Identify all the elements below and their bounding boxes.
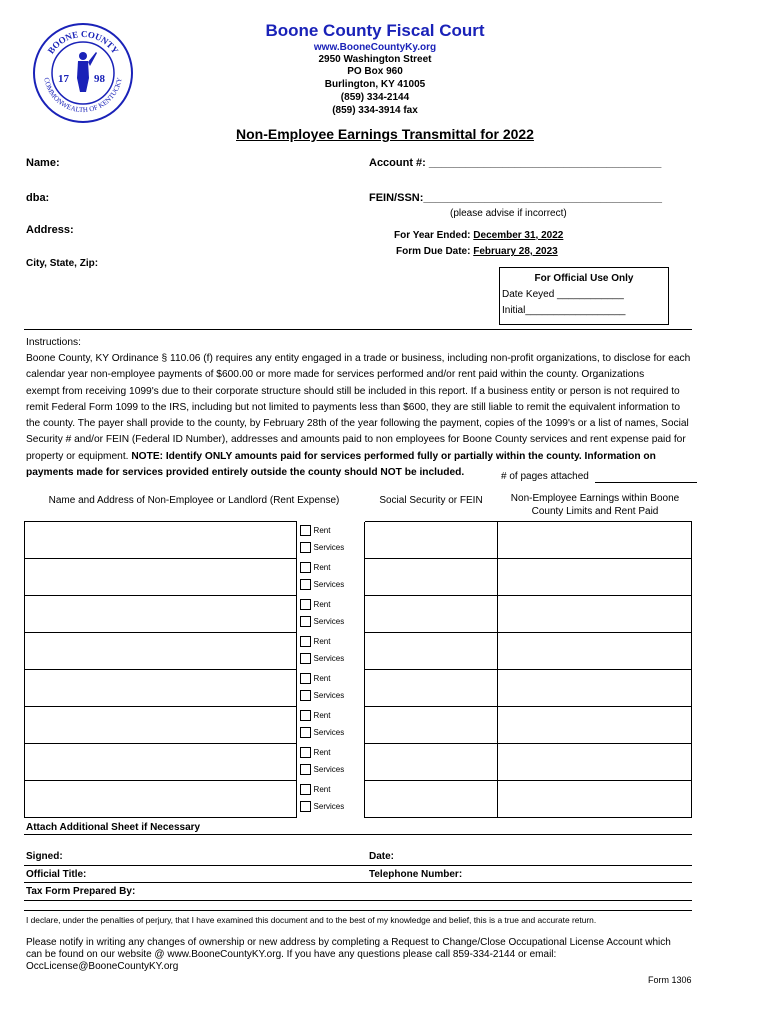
rent-checkbox[interactable] (300, 784, 311, 795)
services-checkbox[interactable] (300, 690, 311, 701)
po-box: PO Box 960 (347, 66, 403, 77)
ssn-fein-cell[interactable] (364, 744, 498, 781)
rent-checkbox-row[interactable] (297, 781, 364, 798)
services-label: Services (313, 728, 345, 737)
street-address: 2950 Washington Street (318, 54, 432, 65)
services-checkbox-row[interactable] (297, 687, 364, 704)
rent-checkbox-row[interactable] (297, 633, 364, 650)
services-checkbox-row[interactable] (297, 724, 364, 741)
rent-checkbox[interactable] (300, 599, 311, 610)
services-label: Services (313, 580, 345, 589)
svg-text:COMMONWEALTH OF KENTUCKY: COMMONWEALTH OF KENTUCKY (42, 76, 124, 115)
instruction-line (26, 449, 691, 465)
name-address-cell[interactable] (25, 596, 297, 633)
table-row (25, 633, 692, 670)
telephone-label: Telephone Number: (369, 869, 463, 880)
fein-field[interactable]: FEIN/SSN:_______________________________________ (369, 192, 662, 204)
services-checkbox-row[interactable] (297, 761, 364, 778)
type-cell (296, 633, 364, 670)
rent-label: Rent (313, 600, 331, 609)
notify-email[interactable]: OccLicense@BooneCountyKY.org (26, 961, 179, 972)
services-checkbox[interactable] (300, 764, 311, 775)
rent-label: Rent (313, 748, 331, 757)
rent-label: Rent (313, 674, 331, 683)
table-row (25, 781, 692, 818)
notify-line: can be found on our website @ www.BooneCountyKY.org. If you have any questions please call 859-334-2144 or email: (26, 949, 557, 960)
rent-checkbox-row[interactable] (297, 707, 364, 724)
name-address-cell[interactable] (25, 670, 297, 707)
ssn-fein-cell[interactable] (364, 707, 498, 744)
divider (24, 910, 692, 911)
earnings-table (24, 521, 692, 818)
initial-field: Initial__________________ (502, 305, 626, 316)
services-checkbox[interactable] (300, 616, 311, 627)
earnings-cell[interactable] (498, 707, 692, 744)
ssn-fein-cell[interactable] (364, 522, 498, 559)
rent-checkbox[interactable] (300, 525, 311, 536)
table-row (25, 522, 692, 559)
pages-attached-field[interactable] (595, 482, 697, 483)
org-website[interactable]: www.BooneCountyKy.org (313, 42, 437, 53)
rent-label: Rent (313, 526, 331, 535)
instruction-text: property or equipment. (26, 450, 132, 462)
form-number: Form 1306 (648, 975, 692, 985)
rent-checkbox[interactable] (300, 673, 311, 684)
table-row (25, 707, 692, 744)
services-label: Services (313, 617, 345, 626)
org-name: Boone County Fiscal Court (265, 21, 485, 40)
name-address-cell[interactable] (25, 633, 297, 670)
ssn-fein-cell[interactable] (364, 633, 498, 670)
city-state-zip-label: City, State, Zip: (26, 258, 99, 269)
rent-checkbox-row[interactable] (297, 596, 364, 613)
table-row (25, 670, 692, 707)
dba-label: dba: (26, 192, 50, 204)
services-checkbox[interactable] (300, 801, 311, 812)
instruction-line: exempt from receiving 1099's due to their corporate structure should still be included in this report. If a business entity or person is not required to (26, 385, 680, 397)
services-label: Services (313, 691, 345, 700)
type-cell (296, 781, 364, 818)
notify-block (26, 937, 706, 973)
type-cell (296, 707, 364, 744)
services-label: Services (313, 543, 345, 552)
form-title: Non-Employee Earnings Transmittal for 2022 (236, 126, 534, 142)
services-checkbox-row[interactable] (297, 576, 364, 593)
divider (24, 834, 692, 835)
due-date-line (396, 246, 558, 257)
services-checkbox[interactable] (300, 653, 311, 664)
signed-label: Signed: (26, 851, 63, 862)
type-cell (296, 596, 364, 633)
col-header-name: Name and Address of Non-Employee or Landlord (Rent Expense) (48, 495, 340, 506)
rent-checkbox[interactable] (300, 710, 311, 721)
pages-attached-label: # of pages attached (501, 471, 589, 482)
earnings-cell[interactable] (498, 522, 692, 559)
name-address-cell[interactable] (25, 781, 297, 818)
services-checkbox-row[interactable] (297, 650, 364, 667)
ssn-fein-cell[interactable] (364, 559, 498, 596)
table-row (25, 744, 692, 781)
name-address-cell[interactable] (25, 559, 297, 596)
address-label: Address: (26, 224, 74, 236)
instructions-body (26, 351, 691, 481)
official-use-box (499, 267, 669, 325)
rent-checkbox-row[interactable] (297, 522, 364, 539)
divider (24, 882, 692, 883)
svg-text:98: 98 (94, 73, 105, 85)
city-address: Burlington, KY 41005 (324, 79, 426, 90)
instruction-note: NOTE: Identify ONLY amounts paid for services performed fully or partially within the county. Information on (131, 450, 656, 462)
name-address-cell[interactable] (25, 744, 297, 781)
table-row (25, 559, 692, 596)
instruction-line: Security # and/or FEIN (Federal ID Number), addresses and amounts paid to non employees for Boone County services and rent expense paid for (26, 434, 686, 446)
declaration: I declare, under the penalties of perjury, that I have examined this document and to the best of my knowledge and belief, this is a true and accurate return. (26, 915, 597, 925)
earnings-cell[interactable] (498, 781, 692, 818)
services-label: Services (313, 654, 345, 663)
earnings-cell[interactable] (498, 596, 692, 633)
instruction-line: Boone County, KY Ordinance § 110.06 (f) requires any entity engaged in a trade or business, including non-profit organizations, to disclose for each (26, 353, 691, 364)
divider (24, 900, 692, 901)
services-checkbox-row[interactable] (297, 613, 364, 630)
rent-label: Rent (313, 637, 331, 646)
instruction-line: calendar year non-employee payments of $600.00 or more made for services performed and/or rent paid within the county. Organizations (26, 369, 645, 381)
services-checkbox[interactable] (300, 579, 311, 590)
type-cell (296, 522, 364, 559)
ssn-fein-cell[interactable] (364, 596, 498, 633)
svg-text:17: 17 (58, 73, 69, 85)
col-header-earnings: Non-Employee Earnings within Boone County Limits and Rent Paid (510, 493, 680, 517)
ssn-fein-cell[interactable] (364, 670, 498, 707)
services-checkbox[interactable] (300, 727, 311, 738)
due-date-label: Form Due Date: (396, 246, 471, 257)
phone: (859) 334-2144 (340, 92, 410, 103)
name-address-cell[interactable] (25, 522, 297, 559)
rent-label: Rent (313, 563, 331, 572)
instruction-note-end: payments made for services provided entirely outside the county should NOT be included. (26, 467, 465, 479)
services-checkbox[interactable] (300, 542, 311, 553)
name-address-cell[interactable] (25, 707, 297, 744)
services-checkbox-row[interactable] (297, 798, 364, 815)
year-ended-value: December 31, 2022 (473, 230, 564, 241)
rent-checkbox[interactable] (300, 636, 311, 647)
col-header-ssn: Social Security or FEIN (379, 495, 483, 506)
prepared-by-label: Tax Form Prepared By: (26, 886, 136, 897)
notify-line: Please notify in writing any changes of ownership or new address by completing a Request to Change/Close Occupational License Account which (26, 937, 671, 948)
rent-label: Rent (313, 711, 331, 720)
name-label: Name: (26, 157, 60, 169)
attach-note: Attach Additional Sheet if Necessary (26, 822, 201, 833)
divider (24, 329, 692, 330)
please-advise-note: (please advise if incorrect) (450, 208, 567, 219)
rent-checkbox[interactable] (300, 747, 311, 758)
date-label: Date: (369, 851, 395, 862)
rent-checkbox-row[interactable] (297, 670, 364, 687)
county-seal-logo (32, 22, 134, 124)
instructions-heading: Instructions: (26, 337, 81, 348)
table-row (25, 596, 692, 633)
type-cell (296, 744, 364, 781)
account-field[interactable]: Account #: ______________________________________ (369, 157, 662, 169)
rent-checkbox-row[interactable] (297, 559, 364, 576)
divider (24, 865, 692, 866)
rent-checkbox-row[interactable] (297, 744, 364, 761)
instruction-line: remit Federal Form 1099 to the IRS, including but not limited to payments less than $600, they are still liable to remit the equivalent information to (26, 401, 681, 413)
due-date-value: February 28, 2023 (473, 246, 558, 257)
type-cell (296, 559, 364, 596)
earnings-cell[interactable] (498, 670, 692, 707)
year-ended-line (394, 230, 563, 241)
earnings-cell[interactable] (498, 559, 692, 596)
official-use-title: For Official Use Only (534, 273, 634, 284)
svg-text:BOONE COUNTY: BOONE COUNTY (45, 28, 121, 56)
services-label: Services (313, 765, 345, 774)
type-cell (296, 670, 364, 707)
fax: (859) 334-3914 fax (332, 105, 418, 116)
earnings-cell[interactable] (498, 633, 692, 670)
services-label: Services (313, 802, 345, 811)
ssn-fein-cell[interactable] (364, 781, 498, 818)
year-ended-label: For Year Ended: (394, 230, 471, 241)
date-keyed-field: Date Keyed ____________ (502, 289, 624, 300)
earnings-cell[interactable] (498, 744, 692, 781)
rent-checkbox[interactable] (300, 562, 311, 573)
official-title-label: Official Title: (26, 869, 87, 880)
rent-label: Rent (313, 785, 331, 794)
instruction-line: the county. The payer shall provide to the county, by February 28th of the year following the payment, copies of the 1099's or a list of names, Social (26, 418, 689, 430)
services-checkbox-row[interactable] (297, 539, 364, 556)
